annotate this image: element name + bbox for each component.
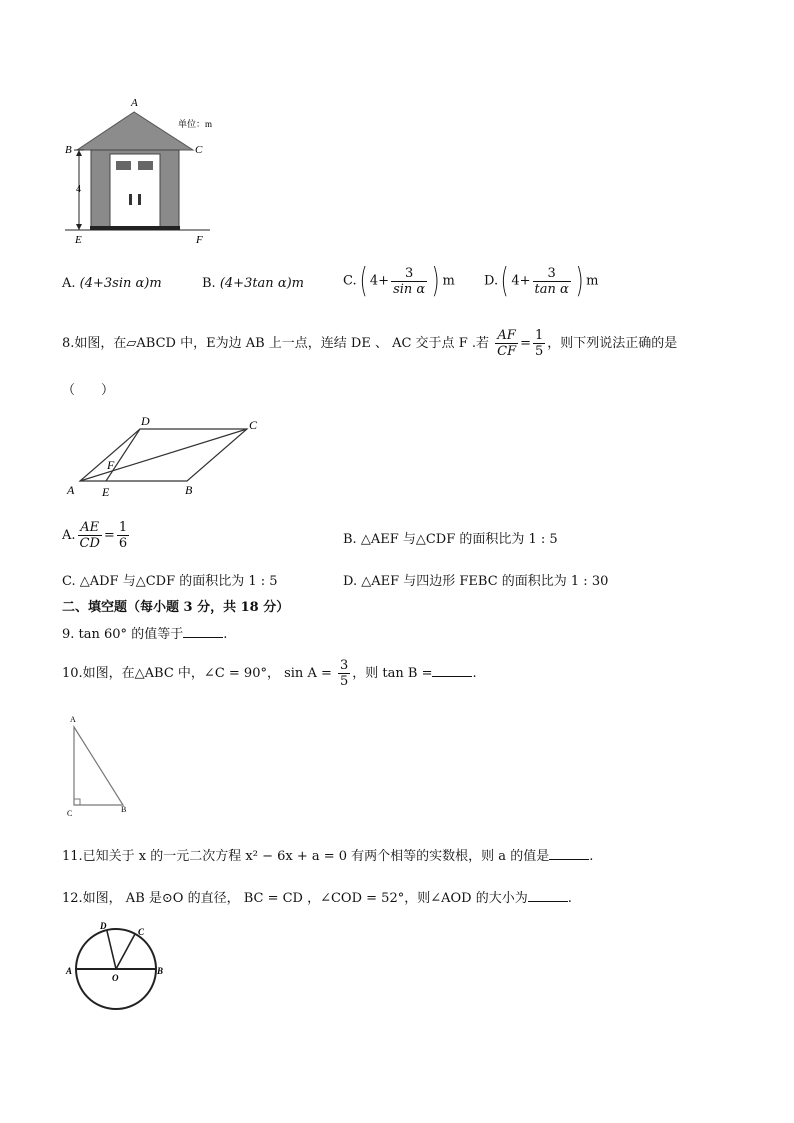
para-label-B: B <box>185 483 193 497</box>
parallelogram-figure <box>60 412 280 502</box>
q8-option-b: B. △AEF 与△CDF 的面积比为 1 : 5 <box>343 532 558 547</box>
q12-blank <box>528 889 568 902</box>
q8-paren: （ ） <box>62 383 115 398</box>
house-label-E: E <box>75 234 82 246</box>
tri-label-C: C <box>67 809 73 818</box>
q11: 11.已知关于 x 的一元二次方程 x² − 6x + a = 0 有两个相等的实数根，则 a 的值是 . <box>62 849 594 864</box>
para-label-E: E <box>102 485 110 499</box>
section2-title: 二、填空题（每小题 3 分，共 18 分） <box>62 600 290 615</box>
q10: 10.如图，在△ABC 中，∠C = 90°， sin A = $\frac{3}{5}$ ，则 tan B = . <box>62 658 477 689</box>
q9-blank <box>183 625 223 638</box>
q7-option-d: D.( 4+ $\frac{3}{\text{tan α}}$ ) m <box>484 261 599 301</box>
q8-option-a: A. $\frac{AE}{CD}$ = $\frac{1}{6}$ <box>62 520 128 551</box>
para-label-F: F <box>107 458 115 472</box>
circle-label-A: A <box>66 966 73 976</box>
house-label-height: 4 <box>76 184 81 195</box>
q11-blank <box>549 847 589 860</box>
house-label-A: A <box>131 97 138 109</box>
circle-label-B: B <box>157 966 164 976</box>
circle-figure <box>62 917 172 1017</box>
q8-option-d: D. △AEF 与四边形 FEBC 的面积比为 1 : 30 <box>343 574 609 589</box>
q7-option-a: A. (4+3sin α)m <box>62 276 162 291</box>
house-label-F: F <box>196 234 203 246</box>
q7-option-b-content: (4+3tan α)m <box>219 276 304 291</box>
q8-stem: 8.如图，在▱ABCD 中，E为边 AB 上一点，连结 DE 、 AC 交于点 F .若 $\frac{AF}{CF}$ = $\frac{1}{5}$ ，则下列说法正确的是 <box>62 328 678 359</box>
circle-label-O: O <box>112 973 119 983</box>
q7-option-b: B. (4+3tan α)m <box>202 276 304 291</box>
triangle-figure <box>60 713 140 823</box>
q7-option-c: C.( 4+ $\frac{3}{\text{sin α}}$ ) m <box>343 261 455 301</box>
q12: 12.如图， AB 是⊙O 的直径， BC = CD ，∠COD = 52°，则∠AOD 的大小为 . <box>62 891 572 906</box>
para-label-D: D <box>141 414 150 428</box>
house-figure <box>60 92 230 252</box>
house-label-C: C <box>195 144 203 156</box>
circle-label-C: C <box>138 927 145 937</box>
tri-label-A: A <box>70 715 76 724</box>
circle-label-D: D <box>100 921 107 931</box>
q8-option-c: C. △ADF 与△CDF 的面积比为 1 : 5 <box>62 574 278 589</box>
house-unit: 单位：m <box>178 119 213 129</box>
house-label-B: B <box>65 144 72 156</box>
para-label-A: A <box>67 483 75 497</box>
para-label-C: C <box>249 418 258 432</box>
q9: 9. tan 60° 的值等于 . <box>62 627 228 642</box>
tri-label-B: B <box>121 805 127 814</box>
q7-option-a-content: (4+3sin α)m <box>79 276 162 291</box>
q10-blank <box>432 664 472 677</box>
